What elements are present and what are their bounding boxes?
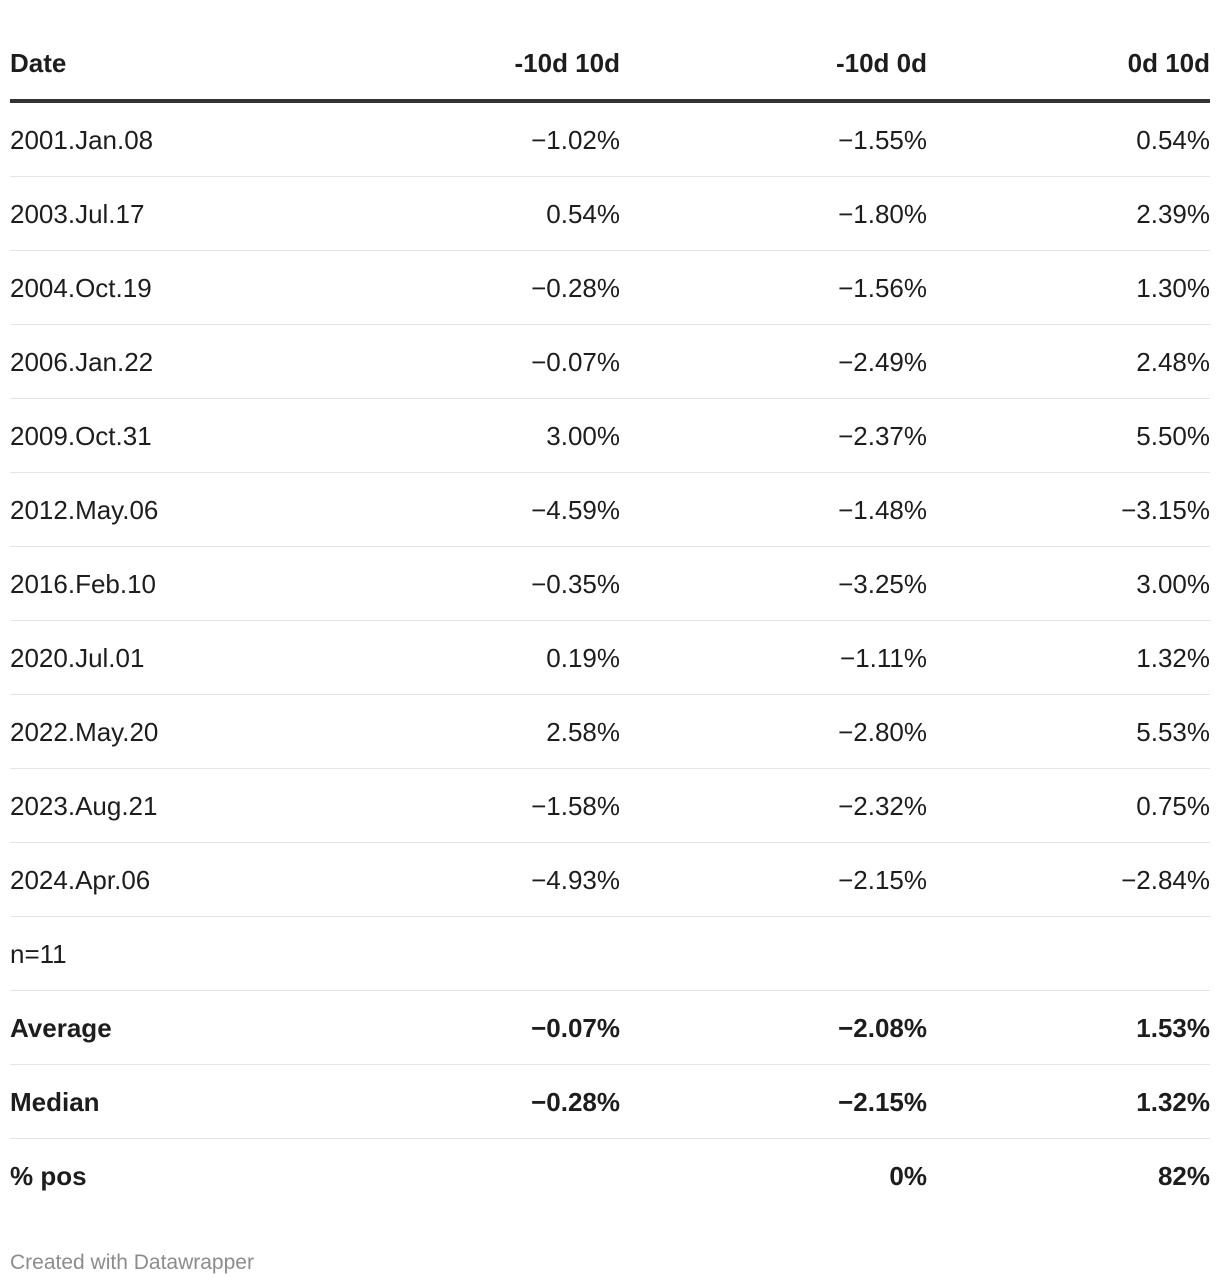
value-cell: 0.75%	[927, 769, 1210, 843]
value-cell: −1.55%	[620, 101, 927, 177]
count-row	[10, 917, 1210, 991]
value-cell: 2.58%	[320, 695, 620, 769]
table-row	[10, 399, 1210, 473]
summary-row	[10, 991, 1210, 1065]
value-cell: 5.50%	[927, 399, 1210, 473]
value-cell: −2.15%	[620, 1065, 927, 1139]
table-row	[10, 177, 1210, 251]
row-label-cell: 2012.May.06	[10, 473, 320, 547]
column-header-0d-10d: 0d 10d	[927, 27, 1210, 101]
table-row	[10, 695, 1210, 769]
table-row	[10, 325, 1210, 399]
value-cell: −2.84%	[927, 843, 1210, 917]
row-label-cell: 2006.Jan.22	[10, 325, 320, 399]
value-cell: 5.53%	[927, 695, 1210, 769]
summary-row	[10, 1139, 1210, 1213]
table-row	[10, 769, 1210, 843]
table-body	[10, 101, 1210, 1212]
value-cell: −2.32%	[620, 769, 927, 843]
value-cell	[320, 1139, 620, 1213]
value-cell: 3.00%	[320, 399, 620, 473]
row-label-cell: Average	[10, 991, 320, 1065]
row-label-cell: 2022.May.20	[10, 695, 320, 769]
row-label-cell: n=11	[10, 917, 320, 991]
value-cell: −2.37%	[620, 399, 927, 473]
value-cell: 3.00%	[927, 547, 1210, 621]
value-cell: 1.32%	[927, 1065, 1210, 1139]
value-cell: 82%	[1157, 1160, 1210, 1191]
row-label-cell: 2024.Apr.06	[10, 843, 320, 917]
table-row	[10, 473, 1210, 547]
value-cell: 1.30%	[927, 251, 1210, 325]
row-label-cell: 2020.Jul.01	[10, 621, 320, 695]
value-cell: −2.80%	[620, 695, 927, 769]
value-cell: 1.53%	[927, 991, 1210, 1065]
value-cell: −1.80%	[620, 177, 927, 251]
table-row	[10, 101, 1210, 177]
value-cell: −0.28%	[320, 251, 620, 325]
summary-row	[10, 1065, 1210, 1139]
value-cell: −3.15%	[927, 473, 1210, 547]
row-label-cell: % pos	[10, 1160, 87, 1191]
value-cell	[320, 917, 620, 991]
table-row	[10, 547, 1210, 621]
footer-credit: Created with Datawrapper	[10, 1251, 254, 1274]
value-cell: −1.02%	[320, 101, 620, 177]
row-label-cell: 2023.Aug.21	[10, 769, 320, 843]
value-cell: −3.25%	[620, 547, 927, 621]
column-header-date: Date	[10, 27, 320, 101]
value-cell: 0.19%	[320, 621, 620, 695]
value-cell	[620, 917, 927, 991]
value-cell: −2.08%	[620, 991, 927, 1065]
table-row	[10, 621, 1210, 695]
table-row	[10, 843, 1210, 917]
value-cell: −1.48%	[620, 473, 927, 547]
row-label-cell: 2001.Jan.08	[10, 101, 320, 177]
value-cell: −2.49%	[620, 325, 927, 399]
value-cell: 0%	[889, 1160, 927, 1191]
value-cell: −0.07%	[320, 325, 620, 399]
value-cell	[927, 917, 1210, 991]
value-cell: −1.56%	[620, 251, 927, 325]
row-label-cell: 2016.Feb.10	[10, 547, 320, 621]
row-label-cell: 2004.Oct.19	[10, 251, 320, 325]
value-cell: −4.59%	[320, 473, 620, 547]
column-header-minus10d-0d: -10d 0d	[620, 27, 927, 101]
value-cell: 0.54%	[320, 177, 620, 251]
value-cell: −0.28%	[320, 1065, 620, 1139]
value-cell: 2.39%	[927, 177, 1210, 251]
value-cell: 0.54%	[927, 101, 1210, 177]
value-cell: −0.35%	[320, 547, 620, 621]
value-cell: −2.15%	[620, 843, 927, 917]
value-cell: −1.58%	[320, 769, 620, 843]
row-label-cell: 2003.Jul.17	[10, 177, 320, 251]
row-label-cell: Median	[10, 1065, 320, 1139]
value-cell: −0.07%	[320, 991, 620, 1065]
value-cell: 1.32%	[927, 621, 1210, 695]
table-row	[10, 251, 1210, 325]
value-cell: −4.93%	[320, 843, 620, 917]
data-table-container	[10, 27, 1210, 1212]
column-header-minus10d-10d: -10d 10d	[320, 27, 620, 101]
data-table	[10, 27, 1210, 1212]
header-row	[10, 27, 1210, 101]
value-cell: 2.48%	[927, 325, 1210, 399]
row-label-cell: 2009.Oct.31	[10, 399, 320, 473]
value-cell: −1.11%	[620, 621, 927, 695]
